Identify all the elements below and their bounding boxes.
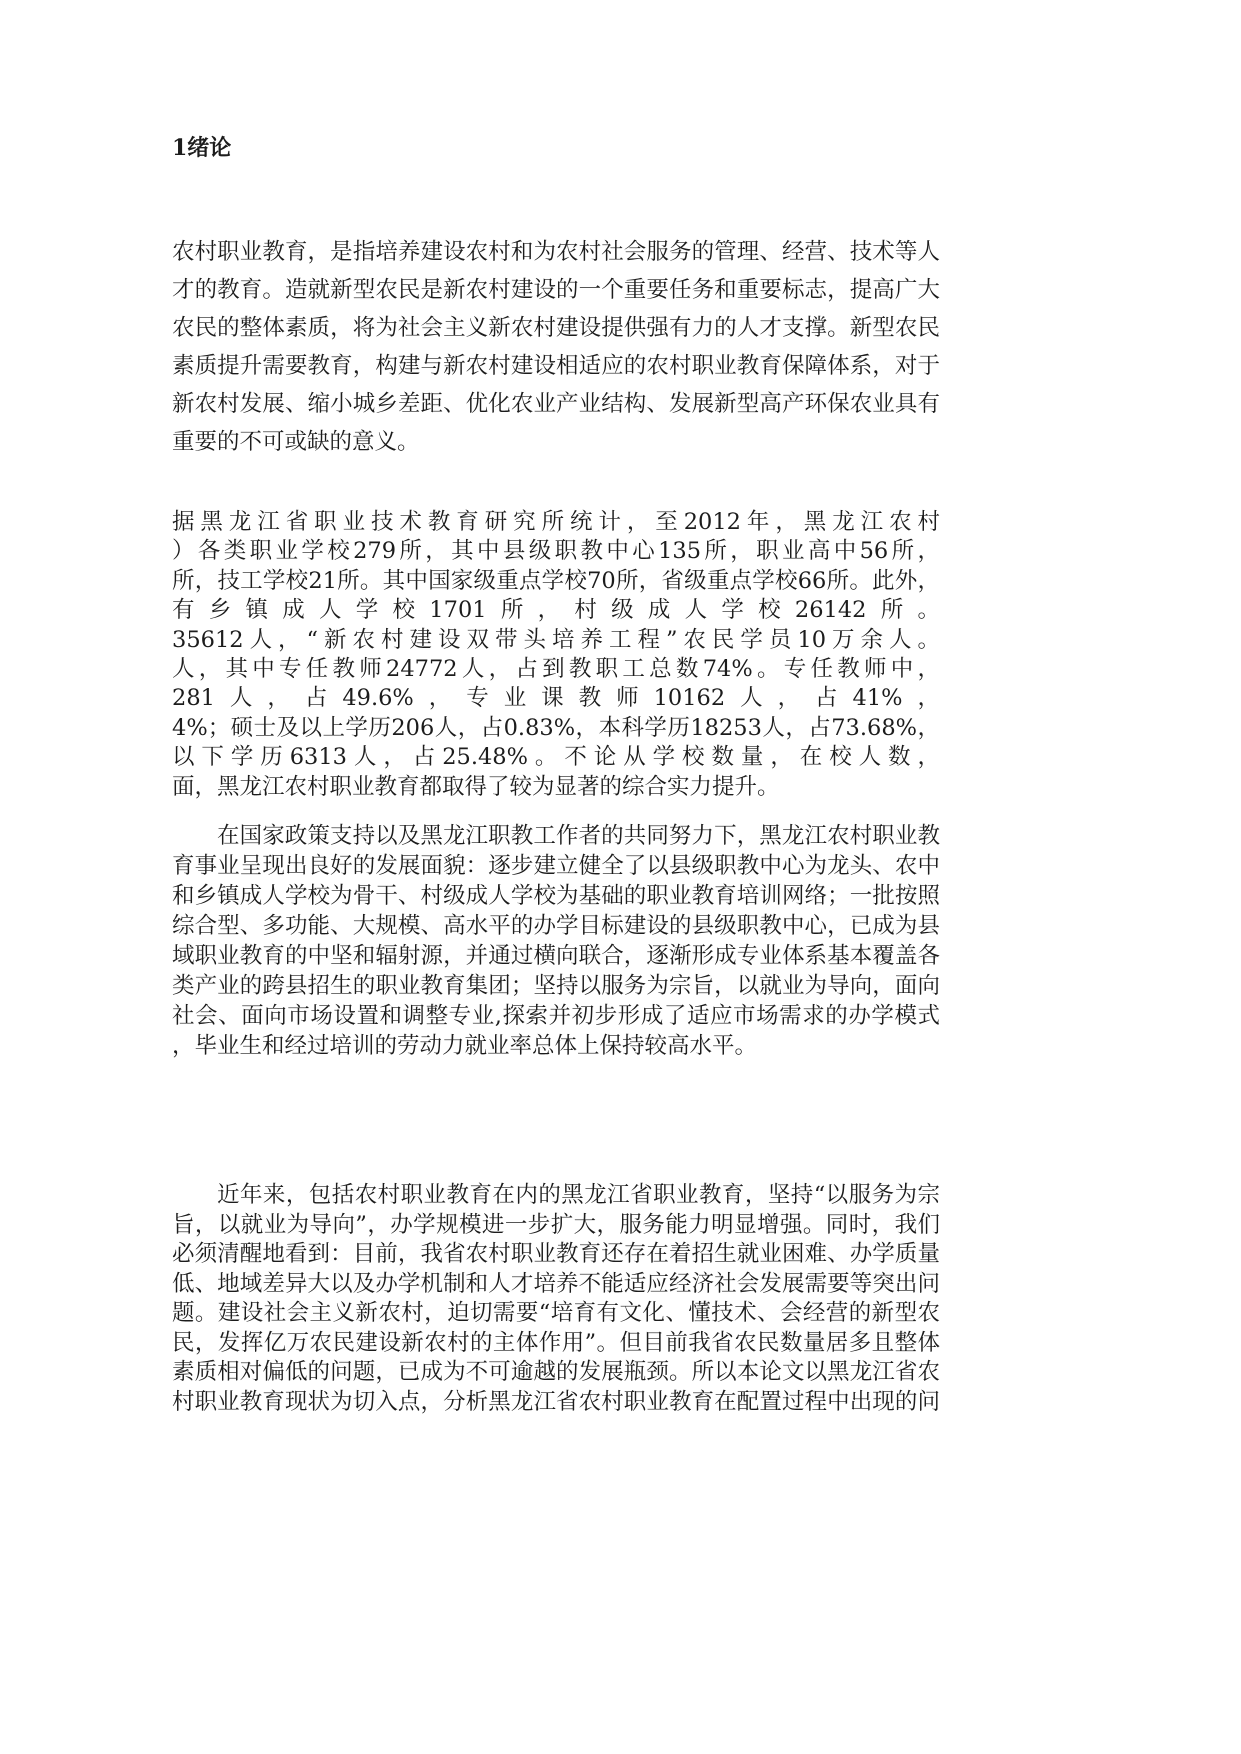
paragraph-line: 重要的不可或缺的意义。 (172, 429, 420, 455)
paragraph-line: 必须清醒地看到：目前，我省农村职业教育还存在着招生就业困难、办学质量 (172, 1241, 940, 1267)
paragraph-line: 据黑龙江省职业技术教育研究所统计，至2012年，黑龙江农村 (172, 509, 940, 535)
paragraph-line: ，毕业生和经过培训的劳动力就业率总体上保持较高水平。 (172, 1033, 758, 1059)
section-heading: 1绪论 (172, 135, 232, 161)
paragraph-line: ）各类职业学校279所，其中县级职教中心135所，职业高中56所， (172, 538, 940, 565)
paragraph-line: 农民的整体素质，将为社会主义新农村建设提供强有力的人才支撑。新型农民 (172, 315, 940, 341)
paragraph-line: 有乡镇成人学校1701所，村级成人学校26142所。 (172, 597, 940, 624)
paragraph-1 (172, 233, 940, 461)
paragraph-line: 才的教育。造就新型农民是新农村建设的一个重要任务和重要标志，提高广大 (172, 277, 940, 303)
paragraph-line: 村职业教育现状为切入点，分析黑龙江省农村职业教育在配置过程中出现的问 (172, 1388, 940, 1415)
paragraph-line: 人，其中专任教师24772人，占到教职工总数74%。专任教师中， (172, 655, 940, 682)
paragraph-2 (172, 508, 940, 802)
paragraph-line: 社会、面向市场设置和调整专业,探索并初步形成了适应市场需求的办学模式 (172, 1003, 940, 1029)
paragraph-line: 题。建设社会主义新农村，迫切需要“培育有文化、懂技术、会经营的新型农 (172, 1300, 940, 1326)
paragraph-line: 类产业的跨县招生的职业教育集团；坚持以服务为宗旨，以就业为导向，面向 (172, 973, 940, 999)
paragraph-line: 低、地域差异大以及办学机制和人才培养不能适应经济社会发展需要等突出问 (172, 1270, 940, 1297)
paragraph-line: 素质相对偏低的问题，已成为不可逾越的发展瓶颈。所以本论文以黑龙江省农 (172, 1359, 940, 1385)
paragraph-4 (172, 1181, 940, 1417)
paragraph-line: 民，发挥亿万农民建设新农村的主体作用”。但目前我省农民数量居多且整体 (172, 1329, 940, 1356)
paragraph-line: 近年来，包括农村职业教育在内的黑龙江省职业教育，坚持“以服务为宗 (217, 1182, 940, 1208)
paragraph-line: 综合型、多功能、大规模、高水平的办学目标建设的县级职教中心，已成为县 (172, 913, 940, 939)
paragraph-line: 旨，以就业为导向”，办学规模进一步扩大，服务能力明显增强。同时，我们 (172, 1211, 940, 1238)
paragraph-line: 所，技工学校21所。其中国家级重点学校70所，省级重点学校66所。此外， (172, 567, 940, 594)
paragraph-line: 素质提升需要教育，构建与新农村建设相适应的农村职业教育保障体系，对于 (172, 353, 940, 379)
paragraph-line: 以下学历6313人，占25.48%。不论从学校数量，在校人数， (172, 744, 940, 771)
paragraph-line: 域职业教育的中坚和辐射源，并通过横向联合，逐渐形成专业体系基本覆盖各 (172, 943, 940, 969)
paragraph-line: 育事业呈现出良好的发展面貌：逐步建立健全了以县级职教中心为龙头、农中 (172, 853, 940, 879)
paragraph-line: 农村职业教育，是指培养建设农村和为农村社会服务的管理、经营、技术等人 (172, 239, 940, 265)
paragraph-line: 面，黑龙江农村职业教育都取得了较为显著的综合实力提升。 (172, 773, 780, 800)
paragraph-line: 281人，占49.6%，专业课教师10162人，占41%， (172, 685, 940, 712)
paragraph-line: 新农村发展、缩小城乡差距、优化农业产业结构、发展新型高产环保农业具有 (172, 391, 940, 417)
paragraph-line: 在国家政策支持以及黑龙江职教工作者的共同努力下，黑龙江农村职业教 (217, 823, 940, 849)
paragraph-line: 4%；硕士及以上学历206人，占0.83%，本科学历18253人，占73.68%， (172, 714, 940, 741)
paragraph-3 (172, 821, 940, 1061)
paragraph-line: 35612人，“新农村建设双带头培养工程”农民学员10万余人。 (172, 626, 940, 653)
paragraph-line: 和乡镇成人学校为骨干、村级成人学校为基础的职业教育培训网络；一批按照 (172, 883, 940, 909)
